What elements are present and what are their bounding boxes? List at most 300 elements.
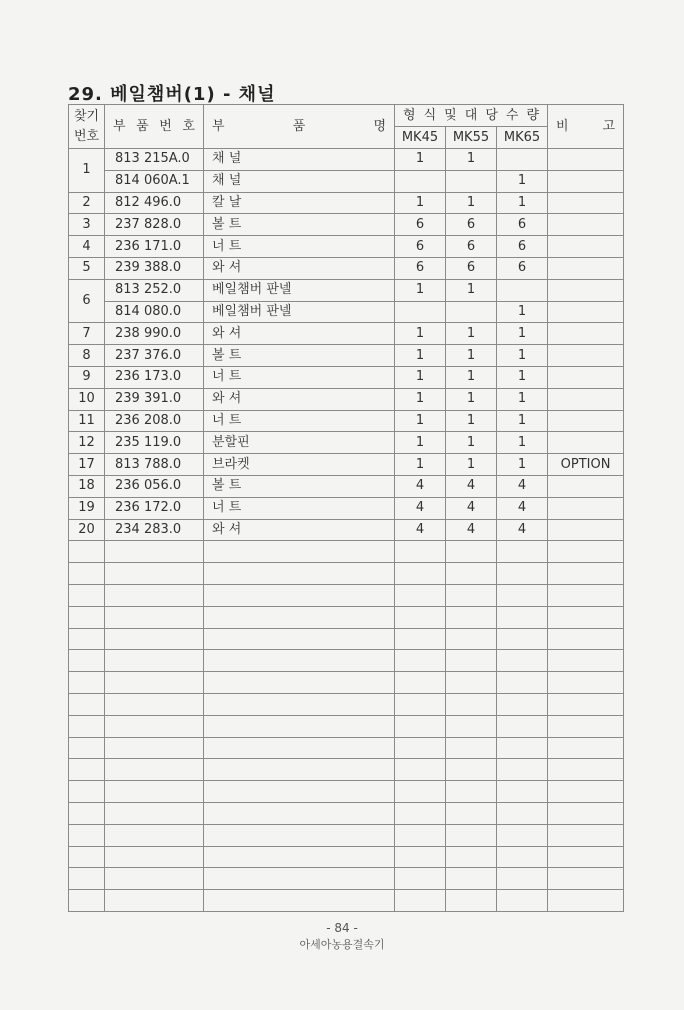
header-part-number-char: 호: [182, 118, 195, 134]
qty-mk45-cell: 1: [395, 323, 446, 345]
empty-cell: [548, 628, 624, 650]
part-name-cell: 브라켓: [204, 454, 395, 476]
table-row: [69, 345, 624, 367]
header-find-number-line2: 번호: [73, 128, 100, 144]
page-title: 29. 베일챔버(1) - 채널: [68, 84, 276, 105]
header-model-mk45: MK45: [395, 127, 446, 149]
qty-mk55-cell: 1: [446, 366, 497, 388]
empty-row: [69, 693, 624, 715]
empty-row: [69, 672, 624, 694]
find-number-cell: 2: [69, 192, 105, 214]
empty-cell: [105, 606, 204, 628]
empty-cell: [69, 737, 105, 759]
qty-mk45-cell: 6: [395, 257, 446, 279]
header-part-number-char: 번: [159, 118, 172, 134]
qty-mk45-cell: 1: [395, 454, 446, 476]
empty-row: [69, 824, 624, 846]
empty-cell: [548, 781, 624, 803]
part-number-cell: 813 215A.0: [105, 149, 204, 171]
empty-cell: [69, 628, 105, 650]
empty-cell: [446, 868, 497, 890]
qty-mk65-cell: 1: [497, 432, 548, 454]
qty-mk45-cell: 1: [395, 149, 446, 171]
part-number-cell: 814 080.0: [105, 301, 204, 323]
part-number-cell: 238 990.0: [105, 323, 204, 345]
empty-cell: [497, 650, 548, 672]
part-number-cell: 236 171.0: [105, 236, 204, 258]
part-number-cell: 236 056.0: [105, 475, 204, 497]
empty-cell: [69, 824, 105, 846]
header-quantity-char: 형: [403, 107, 416, 123]
parts-table: [68, 104, 624, 912]
empty-cell: [548, 563, 624, 585]
header-part-number-char: 품: [136, 118, 149, 134]
qty-mk45-cell: 1: [395, 388, 446, 410]
empty-cell: [446, 846, 497, 868]
remarks-cell: [548, 192, 624, 214]
find-number-cell: 10: [69, 388, 105, 410]
part-name-cell: 볼 트: [204, 214, 395, 236]
empty-cell: [548, 868, 624, 890]
remarks-cell: [548, 236, 624, 258]
empty-row: [69, 868, 624, 890]
empty-row: [69, 715, 624, 737]
empty-cell: [395, 759, 446, 781]
part-name-cell: 볼 트: [204, 345, 395, 367]
empty-cell: [204, 650, 395, 672]
empty-cell: [497, 628, 548, 650]
empty-row: [69, 606, 624, 628]
find-number-cell: 1: [69, 149, 105, 193]
empty-cell: [497, 781, 548, 803]
empty-cell: [395, 672, 446, 694]
empty-row: [69, 781, 624, 803]
qty-mk55-cell: 6: [446, 214, 497, 236]
empty-cell: [69, 846, 105, 868]
empty-cell: [204, 606, 395, 628]
empty-cell: [446, 541, 497, 563]
empty-cell: [548, 737, 624, 759]
qty-mk55-cell: 1: [446, 388, 497, 410]
qty-mk45-cell: 1: [395, 432, 446, 454]
part-name-cell: 채 널: [204, 149, 395, 171]
qty-mk65-cell: 4: [497, 475, 548, 497]
part-number-cell: 814 060A.1: [105, 170, 204, 192]
page-number: - 84 -: [326, 921, 358, 935]
empty-cell: [395, 890, 446, 912]
qty-mk45-cell: 4: [395, 497, 446, 519]
empty-cell: [105, 650, 204, 672]
empty-cell: [69, 890, 105, 912]
table-row: [69, 410, 624, 432]
remarks-cell: [548, 149, 624, 171]
part-number-cell: 813 252.0: [105, 279, 204, 301]
header-part-name: [204, 105, 395, 149]
empty-cell: [204, 868, 395, 890]
empty-cell: [497, 759, 548, 781]
table-row: [69, 301, 624, 323]
empty-cell: [446, 824, 497, 846]
empty-cell: [548, 672, 624, 694]
table-body: [69, 149, 624, 912]
empty-cell: [548, 802, 624, 824]
qty-mk65-cell: 1: [497, 301, 548, 323]
header-part-name-char: 품: [292, 118, 306, 134]
empty-cell: [69, 693, 105, 715]
empty-cell: [446, 715, 497, 737]
remarks-cell: [548, 323, 624, 345]
empty-cell: [395, 628, 446, 650]
empty-cell: [105, 737, 204, 759]
remarks-cell: OPTION: [548, 454, 624, 476]
empty-cell: [395, 563, 446, 585]
table-row: [69, 432, 624, 454]
empty-cell: [548, 541, 624, 563]
empty-cell: [204, 824, 395, 846]
find-number-cell: 18: [69, 475, 105, 497]
remarks-cell: [548, 301, 624, 323]
qty-mk45-cell: 6: [395, 236, 446, 258]
qty-mk45-cell: 1: [395, 366, 446, 388]
header-model-mk65: MK65: [497, 127, 548, 149]
empty-cell: [204, 759, 395, 781]
empty-cell: [395, 824, 446, 846]
remarks-cell: [548, 519, 624, 541]
find-number-cell: 8: [69, 345, 105, 367]
empty-cell: [204, 584, 395, 606]
qty-mk55-cell: 1: [446, 345, 497, 367]
table-row: [69, 192, 624, 214]
table-row: [69, 388, 624, 410]
empty-cell: [69, 715, 105, 737]
remarks-cell: [548, 432, 624, 454]
qty-mk55-cell: [446, 170, 497, 192]
qty-mk55-cell: 1: [446, 323, 497, 345]
qty-mk55-cell: 4: [446, 497, 497, 519]
qty-mk55-cell: 1: [446, 279, 497, 301]
part-name-cell: 와 셔: [204, 519, 395, 541]
empty-cell: [446, 584, 497, 606]
qty-mk45-cell: [395, 301, 446, 323]
empty-row: [69, 737, 624, 759]
remarks-cell: [548, 410, 624, 432]
header-part-number-char: 부: [113, 118, 126, 134]
qty-mk65-cell: 6: [497, 214, 548, 236]
empty-cell: [548, 715, 624, 737]
qty-mk65-cell: [497, 279, 548, 301]
qty-mk65-cell: 1: [497, 345, 548, 367]
empty-cell: [105, 802, 204, 824]
empty-cell: [497, 563, 548, 585]
find-number-cell: 17: [69, 454, 105, 476]
empty-row: [69, 650, 624, 672]
find-number-cell: 5: [69, 257, 105, 279]
empty-row: [69, 846, 624, 868]
header-part-number: [105, 105, 204, 149]
empty-cell: [548, 606, 624, 628]
empty-cell: [69, 563, 105, 585]
part-number-cell: 236 172.0: [105, 497, 204, 519]
header-quantity-char: 당: [485, 107, 498, 123]
empty-cell: [497, 824, 548, 846]
part-number-cell: 239 391.0: [105, 388, 204, 410]
empty-cell: [204, 715, 395, 737]
table-row: [69, 454, 624, 476]
empty-row: [69, 628, 624, 650]
empty-cell: [395, 693, 446, 715]
qty-mk65-cell: 1: [497, 410, 548, 432]
empty-cell: [69, 759, 105, 781]
empty-cell: [446, 759, 497, 781]
find-number-cell: 20: [69, 519, 105, 541]
find-number-cell: 11: [69, 410, 105, 432]
empty-cell: [395, 541, 446, 563]
empty-cell: [548, 650, 624, 672]
empty-cell: [69, 541, 105, 563]
qty-mk45-cell: 1: [395, 410, 446, 432]
empty-cell: [204, 890, 395, 912]
empty-cell: [497, 715, 548, 737]
empty-cell: [204, 693, 395, 715]
empty-cell: [69, 650, 105, 672]
empty-cell: [497, 541, 548, 563]
part-name-cell: 와 셔: [204, 257, 395, 279]
find-number-cell: 9: [69, 366, 105, 388]
empty-cell: [204, 781, 395, 803]
qty-mk65-cell: 1: [497, 366, 548, 388]
empty-cell: [69, 802, 105, 824]
empty-cell: [446, 890, 497, 912]
part-number-cell: 236 208.0: [105, 410, 204, 432]
empty-cell: [446, 672, 497, 694]
header-find-number: [69, 105, 105, 149]
empty-cell: [69, 606, 105, 628]
remarks-cell: [548, 257, 624, 279]
qty-mk65-cell: 1: [497, 454, 548, 476]
part-name-cell: 볼 트: [204, 475, 395, 497]
table-row: [69, 214, 624, 236]
qty-mk65-cell: 6: [497, 257, 548, 279]
empty-cell: [395, 650, 446, 672]
qty-mk65-cell: 4: [497, 519, 548, 541]
find-number-cell: 4: [69, 236, 105, 258]
empty-cell: [446, 650, 497, 672]
company-name: 아세아농용결속기: [299, 938, 385, 951]
empty-cell: [497, 672, 548, 694]
header-remarks: [548, 105, 624, 149]
empty-cell: [497, 606, 548, 628]
empty-cell: [395, 846, 446, 868]
part-name-cell: 채 널: [204, 170, 395, 192]
qty-mk65-cell: [497, 149, 548, 171]
empty-cell: [105, 868, 204, 890]
empty-cell: [446, 606, 497, 628]
empty-cell: [105, 628, 204, 650]
find-number-cell: 19: [69, 497, 105, 519]
empty-cell: [395, 584, 446, 606]
qty-mk55-cell: 6: [446, 236, 497, 258]
qty-mk55-cell: 1: [446, 192, 497, 214]
empty-cell: [548, 824, 624, 846]
header-remarks-char: 고: [602, 118, 616, 134]
empty-cell: [105, 672, 204, 694]
empty-cell: [395, 781, 446, 803]
qty-mk65-cell: 6: [497, 236, 548, 258]
qty-mk45-cell: [395, 170, 446, 192]
remarks-cell: [548, 170, 624, 192]
part-number-cell: 813 788.0: [105, 454, 204, 476]
table-row: [69, 279, 624, 301]
header-quantity-char: 및: [444, 107, 457, 123]
qty-mk45-cell: 1: [395, 345, 446, 367]
table-row: [69, 149, 624, 171]
part-number-cell: 239 388.0: [105, 257, 204, 279]
remarks-cell: [548, 388, 624, 410]
qty-mk45-cell: 4: [395, 519, 446, 541]
find-number-cell: 12: [69, 432, 105, 454]
part-number-cell: 237 828.0: [105, 214, 204, 236]
table-header: [69, 105, 624, 149]
empty-cell: [204, 628, 395, 650]
empty-cell: [204, 846, 395, 868]
qty-mk45-cell: 1: [395, 192, 446, 214]
table-row: [69, 257, 624, 279]
remarks-cell: [548, 366, 624, 388]
empty-row: [69, 802, 624, 824]
empty-cell: [105, 846, 204, 868]
qty-mk65-cell: 1: [497, 388, 548, 410]
part-name-cell: 너 트: [204, 236, 395, 258]
empty-row: [69, 759, 624, 781]
empty-cell: [548, 693, 624, 715]
empty-cell: [548, 584, 624, 606]
qty-mk55-cell: [446, 301, 497, 323]
empty-cell: [548, 890, 624, 912]
empty-cell: [105, 781, 204, 803]
empty-row: [69, 563, 624, 585]
empty-cell: [105, 890, 204, 912]
table-row: [69, 323, 624, 345]
header-quantity-char: 량: [526, 107, 540, 123]
header-quantity: [395, 105, 548, 127]
empty-cell: [446, 628, 497, 650]
qty-mk55-cell: 6: [446, 257, 497, 279]
qty-mk45-cell: 6: [395, 214, 446, 236]
header-part-name-char: 부: [212, 118, 225, 134]
empty-cell: [497, 846, 548, 868]
part-name-cell: 너 트: [204, 366, 395, 388]
empty-cell: [497, 584, 548, 606]
qty-mk45-cell: 4: [395, 475, 446, 497]
empty-row: [69, 584, 624, 606]
part-number-cell: 234 283.0: [105, 519, 204, 541]
empty-cell: [105, 759, 204, 781]
empty-cell: [69, 868, 105, 890]
part-name-cell: 베일챔버 판넬: [204, 301, 395, 323]
table-row: [69, 236, 624, 258]
empty-cell: [395, 802, 446, 824]
empty-cell: [69, 781, 105, 803]
empty-row: [69, 541, 624, 563]
empty-cell: [69, 584, 105, 606]
part-number-cell: 235 119.0: [105, 432, 204, 454]
qty-mk65-cell: 1: [497, 323, 548, 345]
remarks-cell: [548, 497, 624, 519]
empty-cell: [204, 672, 395, 694]
empty-cell: [446, 802, 497, 824]
remarks-cell: [548, 279, 624, 301]
qty-mk65-cell: 4: [497, 497, 548, 519]
part-name-cell: 너 트: [204, 410, 395, 432]
empty-cell: [105, 541, 204, 563]
empty-cell: [497, 693, 548, 715]
empty-cell: [395, 737, 446, 759]
empty-cell: [204, 802, 395, 824]
qty-mk55-cell: 4: [446, 519, 497, 541]
empty-cell: [204, 563, 395, 585]
header-quantity-char: 대: [464, 107, 478, 123]
qty-mk55-cell: 1: [446, 149, 497, 171]
header-quantity-char: 식: [423, 107, 437, 123]
empty-cell: [497, 737, 548, 759]
header-quantity-char: 수: [505, 107, 519, 123]
find-number-cell: 7: [69, 323, 105, 345]
header-part-name-char: 명: [373, 118, 386, 134]
part-name-cell: 베일챔버 판넬: [204, 279, 395, 301]
empty-cell: [548, 846, 624, 868]
empty-cell: [548, 759, 624, 781]
qty-mk55-cell: 1: [446, 432, 497, 454]
part-name-cell: 칼 날: [204, 192, 395, 214]
empty-cell: [497, 890, 548, 912]
qty-mk55-cell: 1: [446, 410, 497, 432]
empty-cell: [497, 868, 548, 890]
qty-mk55-cell: 4: [446, 475, 497, 497]
qty-mk65-cell: 1: [497, 170, 548, 192]
empty-cell: [105, 824, 204, 846]
table-row: [69, 519, 624, 541]
empty-cell: [105, 563, 204, 585]
empty-cell: [105, 584, 204, 606]
part-name-cell: 너 트: [204, 497, 395, 519]
empty-cell: [69, 672, 105, 694]
table-row: [69, 475, 624, 497]
header-model-mk55: MK55: [446, 127, 497, 149]
header-remarks-char: 비: [556, 118, 569, 134]
remarks-cell: [548, 475, 624, 497]
find-number-cell: 3: [69, 214, 105, 236]
empty-cell: [105, 715, 204, 737]
part-name-cell: 분할핀: [204, 432, 395, 454]
empty-cell: [446, 693, 497, 715]
empty-cell: [395, 715, 446, 737]
empty-cell: [446, 737, 497, 759]
part-number-cell: 236 173.0: [105, 366, 204, 388]
remarks-cell: [548, 214, 624, 236]
empty-cell: [446, 563, 497, 585]
qty-mk65-cell: 1: [497, 192, 548, 214]
empty-cell: [204, 541, 395, 563]
qty-mk45-cell: 1: [395, 279, 446, 301]
header-find-number-line1: 찾기: [73, 108, 100, 124]
table-row: [69, 366, 624, 388]
remarks-cell: [548, 345, 624, 367]
part-number-cell: 237 376.0: [105, 345, 204, 367]
part-name-cell: 와 셔: [204, 388, 395, 410]
qty-mk55-cell: 1: [446, 454, 497, 476]
empty-cell: [395, 868, 446, 890]
part-name-cell: 와 셔: [204, 323, 395, 345]
